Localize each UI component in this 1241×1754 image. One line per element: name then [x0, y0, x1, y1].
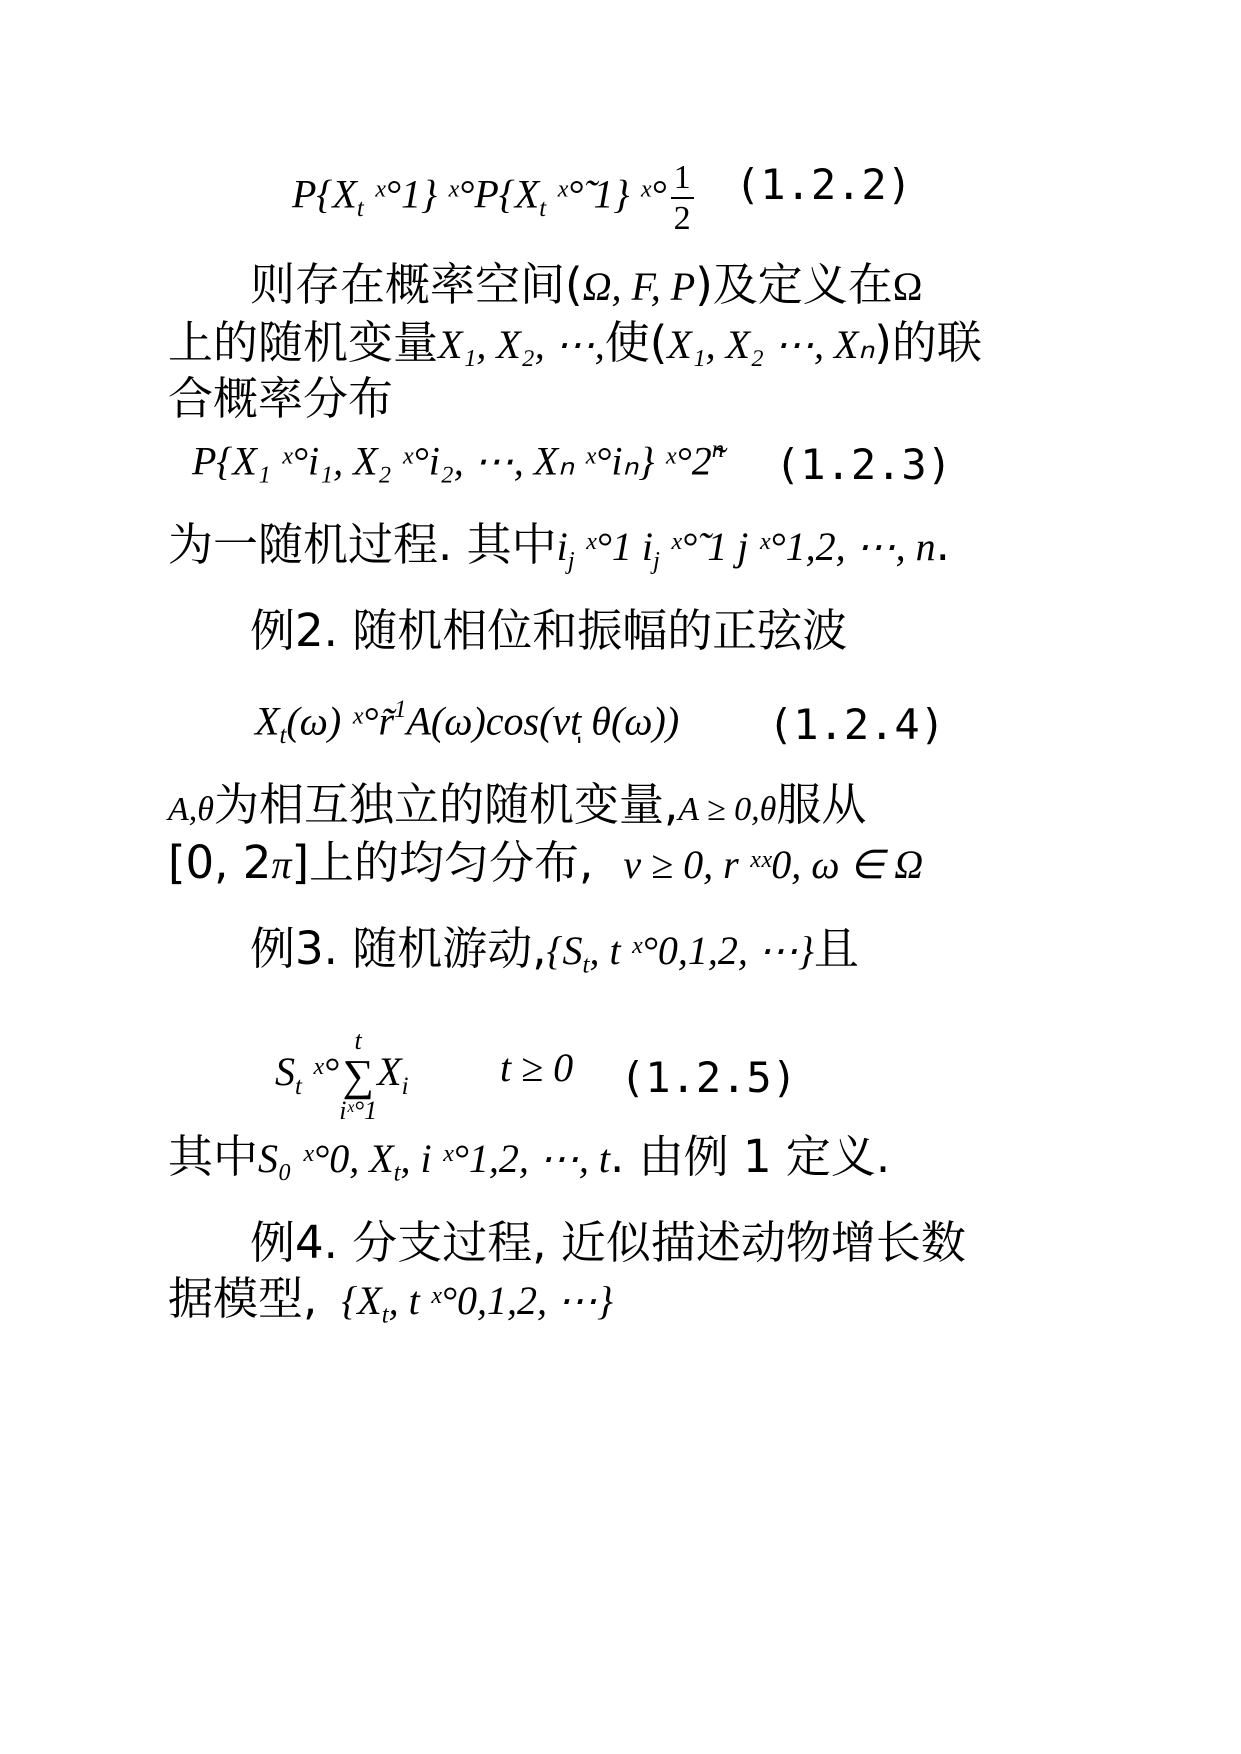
para2-tail: ˣ°̃ 1 j ˣ°1,2, ⋯, n [659, 524, 936, 569]
example-3-set [546, 928, 814, 979]
equation-1-2-3 [192, 436, 725, 484]
probability-space-symbols: Ω, F, P [582, 264, 696, 309]
para4-expr: S₀ ˣ°0, X [258, 1136, 394, 1181]
example-4-line2-text: 据模型, [168, 1272, 318, 1325]
para4-expr2: , i ˣ°1,2, ⋯, t [400, 1136, 611, 1181]
para1-text-a: 则存在概率空间( [250, 258, 583, 311]
eq-124-expr: (ω) ˣ°r̃ [286, 698, 395, 744]
para4-sub: t [393, 1159, 401, 1187]
para1-line2-mid: 使( [604, 316, 668, 369]
para1-line3: 合概率分布 [168, 372, 394, 425]
eq-122-left: P{X [292, 171, 357, 217]
para1-line2 [168, 316, 982, 369]
para1-text-b: )及定义在 [695, 258, 893, 311]
para1-line2-end: )的联 [874, 316, 982, 369]
eq-122-sub1: t [356, 194, 364, 222]
example-3-title: 例3. 随机游动, [250, 922, 547, 975]
para3-vars: A,θ [168, 791, 214, 828]
para2-mid: ˣ°1 i [574, 524, 654, 569]
eq-124-rest: A(ω)cos(vt̩ θ(ω)) [406, 698, 680, 744]
eq-125-condition: t ≥ 0 [500, 1045, 574, 1090]
eq-123-sup: n [711, 436, 725, 463]
eq-124-x: X [255, 698, 280, 744]
ex3-set-open: {S [546, 928, 583, 973]
equation-number-1-2-3: (1.2.3) [775, 440, 953, 489]
eq-124-sub: t [279, 722, 287, 750]
sum-symbol: ∑ [342, 1051, 374, 1100]
eq-122-mid1: ˣ°1} ˣ°P{X [363, 171, 540, 217]
equation-number-1-2-2: (1.2.2) [735, 160, 913, 209]
para3-line2-mid: ]上的均匀分布, [291, 836, 594, 889]
para4-math [258, 1136, 611, 1187]
frac-numerator: 1 [671, 158, 694, 199]
example-4-title: 例4. 分支过程, 近似描述动物增长数 [250, 1216, 966, 1269]
para2-sub-j2: j [653, 547, 660, 575]
equation-1-2-4 [255, 698, 679, 749]
pi-symbol: π [271, 842, 292, 887]
sum-lower-limit: iˣ°1 [339, 1096, 378, 1125]
eq-125-sub: t [295, 1072, 302, 1100]
para3-line2-start: [0, 2 [168, 836, 272, 889]
equation-1-2-2 [292, 158, 694, 238]
para4-text: 其中 [168, 1130, 259, 1183]
example-2-title: 例2. 随机相位和振幅的正弦波 [250, 604, 848, 657]
para4-tail: . 由例 1 定义. [610, 1130, 891, 1183]
frac-denominator: 2 [673, 200, 691, 238]
ex3-sub: t [582, 951, 590, 979]
example-3-line [250, 922, 859, 979]
eq-122-mid2: ˣ°̃ 1} ˣ° [546, 171, 667, 217]
equation-number-1-2-4: (1.2.4) [768, 700, 946, 749]
example-4-set [341, 1278, 614, 1329]
ex3-set-rest: , t ˣ°0,1,2, ⋯} [589, 928, 814, 973]
eq-125-xsub: i [401, 1072, 409, 1100]
fraction-one-half [671, 158, 694, 238]
random-variables-list: X₁, X₂, ⋯, [438, 322, 605, 367]
para3-text2: 服从 [776, 778, 867, 831]
para2-sub-j1: j [567, 547, 575, 575]
para2-i: i [556, 524, 568, 569]
para2-line [168, 518, 950, 575]
para3-line2 [168, 836, 924, 889]
ex4-sub: t [381, 1301, 389, 1329]
para3-line1 [168, 778, 867, 831]
para3-text1: 为相互独立的随机变量, [213, 778, 679, 831]
equation-1-2-5 [275, 1028, 408, 1124]
para2-text: 为一随机过程. 其中 [168, 518, 557, 571]
para3-cond2: v ≥ 0, r ˣˣ0, ω ∈ Ω [623, 842, 924, 887]
equation-number-1-2-5: (1.2.5) [620, 1053, 798, 1102]
eq-122-sub2: t [539, 194, 547, 222]
sum-upper-limit: t [354, 1026, 362, 1055]
example-4-line2 [168, 1272, 614, 1329]
ex4-set-rest: , t ˣ°0,1,2, ⋯} [388, 1278, 614, 1323]
para1-line1 [250, 258, 923, 311]
eq-125-eq: ˣ° [301, 1049, 340, 1095]
para4-line [168, 1130, 891, 1187]
eq-125-s: S [275, 1049, 295, 1095]
para2-math [556, 524, 936, 575]
ex4-set-open: {X [341, 1278, 382, 1323]
omega-symbol: Ω [892, 264, 923, 309]
summation [339, 1028, 377, 1124]
eq-123-expr: P{X₁ ˣ°i₁, X₂ ˣ°i₂, ⋯, Xₙ ˣ°iₙ} ˣ°2̃ [192, 438, 712, 484]
random-vector: X₁, X₂ ⋯, Xₙ [667, 322, 875, 367]
para1-line2-start: 上的随机变量 [168, 316, 439, 369]
eq-125-x: X [377, 1049, 402, 1095]
example-3-tail: 且 [813, 922, 859, 975]
para3-cond: A ≥ 0,θ [678, 791, 777, 828]
para2-period: . [935, 518, 950, 571]
eq-124-sup: 1 [394, 696, 407, 723]
